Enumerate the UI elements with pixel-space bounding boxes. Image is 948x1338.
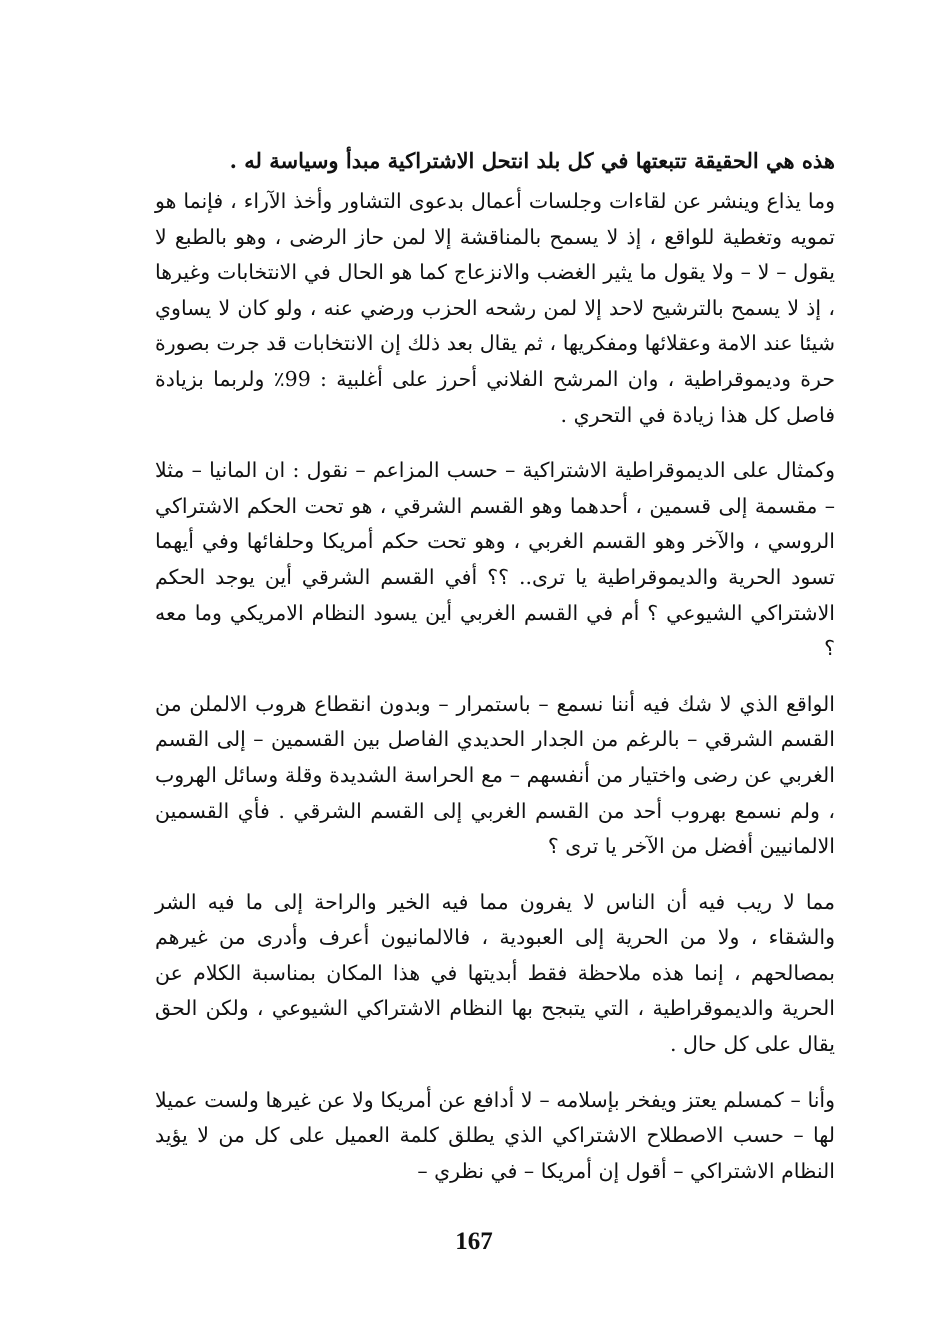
paragraph-author-stance: وأنا – كمسلم يعتز ويفخر بإسلامه – لا أدافع عن أمريكا ولا عن غيرها ولست عميلا لها – حسب الاصطلاح الاشتراكي الذي يطلق كلمة العميل على كل من لا يؤيد النظام الاشتراكي – أقول إن أمريكا – في نظري – — [155, 1087, 835, 1183]
paragraph-freedom-note: مما لا ريب فيه أن الناس لا يفرون مما فيه الخير والراحة إلى ما فيه الشر والشقاء ، ولا من الحرية إلى العبودية ، فالالمانيون أعرف وأدرى من غيرهم بمصالحهم ، إنما هذه ملاحظة فقط أبديتها في هذا المكان بمناسبة الكلام عن الحرية والديموقراطية ، التي يتبجح بها النظام الاشتراكي الشيوعي ، ولكن الحق يقال على كل حال . — [155, 889, 835, 1057]
lead-sentence: هذه هي الحقيقة تتبعتها في كل بلد انتحل الاشتراكية مبدأ وسياسة له . — [229, 148, 835, 173]
paragraph-escape-east: الواقع الذي لا شك فيه أننا نسمع – باستمرار – وبدون انقطاع هروب الالملن من القسم الشرقي – بالرغم من الجدار الحديدي الفاصل بين القسمين – إلى القسم الغربي عن رضى واختيار من أنفسهم – مع الحراسة الشديدة وقلة وسائل الهروب ، ولم نسمع بهروب أحد من القسم الغربي إلى القسم الشرقي . فأي القسمين الالمانيين أفضل من الآخر يا ترى ؟ — [155, 691, 835, 859]
page-number: 167 — [455, 1228, 493, 1255]
paragraph-germany-example: وكمثال على الديموقراطية الاشتراكية – حسب المزاعم – نقول : ان المانيا – مثلا – مقسمة إلى قسمين ، أحدهما وهو القسم الشرقي ، هو تحت الحكم الاشتراكي الروسي ، والآخر وهو القسم الغربي ، وهو تحت حكم أمريكا وحلفائها وفي أيهما تسود الحرية والديموقراطية يا ترى.. ؟؟ أفي القسم الشرقي أين يوجد الحكم الاشتراكي الشيوعي ؟ أم في القسم الغربي أين يسود النظام الامريكي وما معه ؟ — [155, 458, 835, 661]
paragraph-elections: وما يذاع وينشر عن لقاءات وجلسات أعمال بدعوى التشاور وأخذ الآراء ، فإنما هو تمويه وتغطية للواقع ، إذ لا يسمح بالمناقشة إلا لمن حاز الرضى ، وهو بالطبع لا يقول – لا – ولا يقول ما يثير الغضب والانزعاج كما هو الحال في الانتخابات وغيرها ، إذ لا يسمح بالترشيح لاحد إلا لمن رشحه الحزب ورضي عنه ، ولو كان لا يساوي شيئا عند الامة وعقلائها ومفكريها ، ثم يقال بعد ذلك إن الانتخابات قد جرت بصورة حرة وديموقراطية ، وان المرشح الفلاني أحرز على أغلبية : 99٪ ولربما بزيادة فاصل كل هذا زيادة في التحري . — [155, 189, 835, 427]
page-body — [155, 140, 835, 1189]
